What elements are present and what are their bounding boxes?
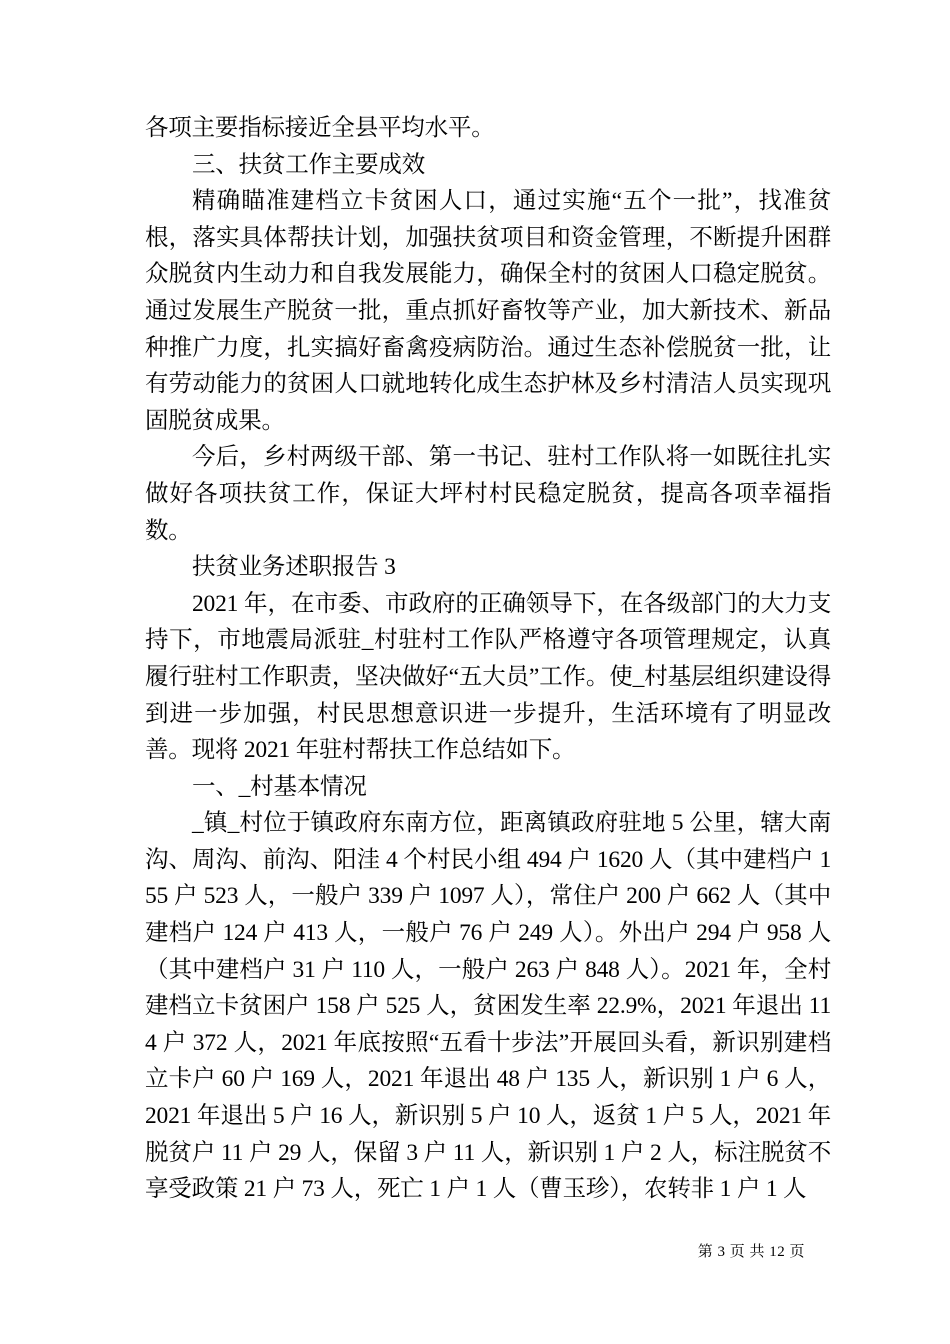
section-heading-achievements: 三、扶贫工作主要成效 bbox=[192, 151, 425, 178]
paragraph-achievements-detail: 精确瞄准建档立卡贫困人口，通过实施“五个一批”，找准贫根，落实具体帮扶计划，加强扶贫项目和资金管理，不断提升困群众脱贫内生动力和自我发展能力，确保全村的贫困人口稳定脱贫。通过发展生产脱贫一批，重点抓好畜牧等产业，加大新技术、新品种推广力度，扎实搞好畜禽疫病防治。通过生态补偿脱贫一批，让有劳动能力的贫困人口就地转化成生态护林及乡村清洁人员实现巩固脱贫成果。 bbox=[145, 188, 831, 434]
paragraph-continuation: 各项主要指标接近全县平均水平。 bbox=[145, 115, 495, 141]
paragraph-report3-intro: 2021 年，在市委、市政府的正确领导下，在各级部门的大力支持下，市地震局派驻_村驻村工作队严格遵守各项管理规定，认真履行驻村工作职责，坚决做好“五大员”工作。使_村基层组织建设得到进一步加强，村民思想意识进一步提升，生活环境有了明显改善。现将 2021 年驻村帮扶工作总结如下。 bbox=[145, 590, 831, 764]
document-body bbox=[145, 110, 831, 1208]
paragraph-future-commitment: 今后，乡村两级干部、第一书记、驻村工作队将一如既往扎实做好各项扶贫工作，保证大坪村村民稳定脱贫，提高各项幸福指数。 bbox=[145, 444, 831, 544]
section-heading-village-overview: 一、_村基本情况 bbox=[192, 773, 367, 800]
paragraph-village-statistics: _镇_村位于镇政府东南方位，距离镇政府驻地 5 公里，辖大南沟、周沟、前沟、阳洼 4 个村民小组 494 户 1620 人（其中建档户 155 户 523 人，一般户 339 户 1097 人），常住户 200 户 662 人（其中建档户 124 户 413 人，一般户 76 户 249 人）。外出户 294 户 958 人（其中建档户 31 户 110 人，一般户 263 户 848 人）。2021 年，全村建档立卡贫困户 158 户 525 人，贫困发生率 22.9%，2021 年退出 114 户 372 人，2021 年底按照“五看十步法”开展回头看，新识别建档立卡户 60 户 169 人，2021 年退出 48 户 135 人，新识别 1 户 6 人，2021 年退出 5 户 16 人，新识别 5 户 10 人，返贫 1 户 5 人，2021 年脱贫户 11 户 29 人，保留 3 户 11 人，新识别 1 户 2 人，标注脱贫不享受政策 21 户 73 人，死亡 1 户 1 人（曹玉珍），农转非 1 户 1 人 bbox=[145, 810, 831, 1203]
page-number-indicator: 第 3 页 共 12 页 bbox=[697, 1244, 805, 1260]
report-title-3: 扶贫业务述职报告 3 bbox=[192, 554, 396, 581]
